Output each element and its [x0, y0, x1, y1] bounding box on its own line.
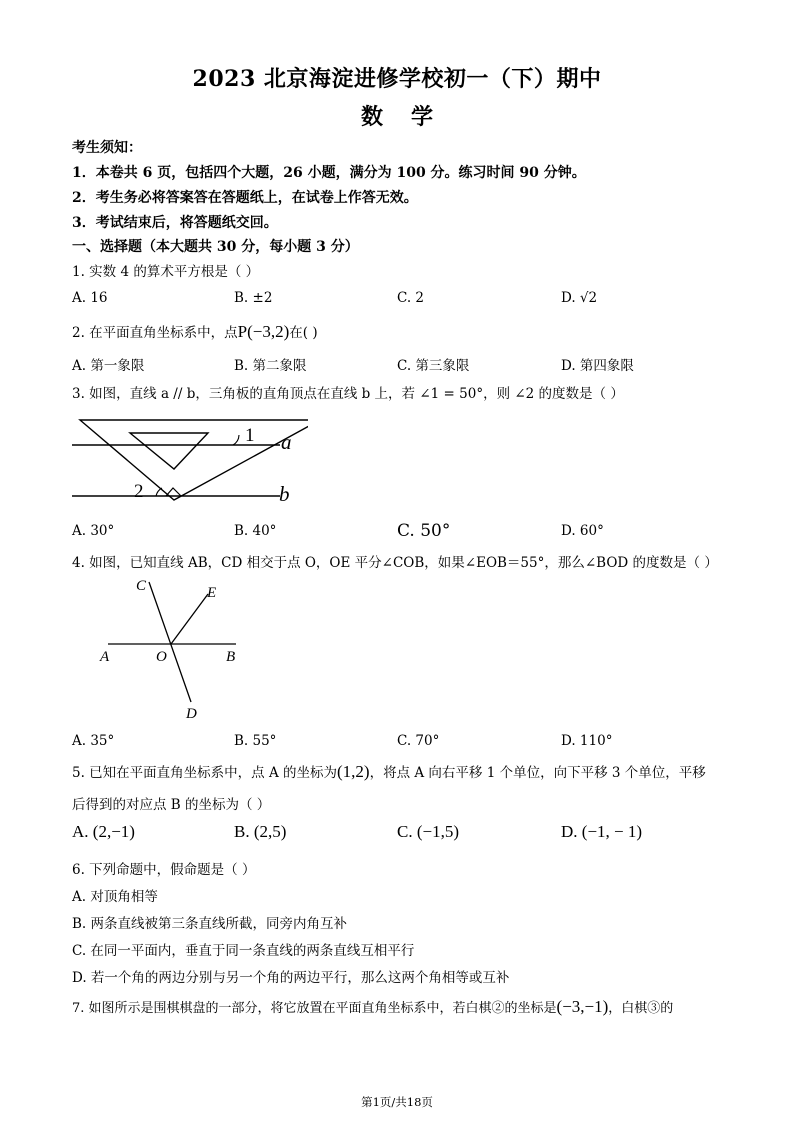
line-cd [149, 582, 191, 702]
question-2-stem [72, 321, 318, 342]
q4-option-a: A. 35° [72, 733, 115, 749]
q2-stem-pre: 2. 在平面直角坐标系中，点 [72, 325, 238, 341]
q6-option-a: A. 对顶角相等 [72, 889, 158, 905]
question-6-stem: 6. 下列命题中，假命题是（ ） [72, 862, 256, 878]
q5-option-d: D. (−1, − 1) [561, 822, 643, 841]
section-heading: 一、选择题（本大题共 30 分，每小题 3 分） [72, 239, 359, 255]
triangle-outer [80, 420, 308, 500]
q5-option-b: B. (2,5) [234, 822, 287, 841]
q3-option-d: D. 60° [561, 523, 604, 539]
question-3-stem: 3. 如图，直线 a // b，三角板的直角顶点在直线 b 上，若 ∠1 = 50°，则 ∠2 的度数是（ ） [72, 386, 624, 402]
q3-option-b: B. 40° [234, 523, 277, 539]
point-b-label: B [226, 649, 236, 665]
angle-2-label: 2 [134, 481, 144, 502]
q5-option-a: A. (2,−1) [72, 822, 135, 841]
page-number: 第1页/共18页 [361, 1095, 433, 1109]
q6-option-b: B. 两条直线被第三条直线所截，同旁内角互补 [72, 916, 348, 932]
q6-option-c: C. 在同一平面内，垂直于同一条直线的两条直线互相平行 [72, 943, 415, 959]
q2-stem-math: P(−3,2) [237, 322, 290, 341]
subject-title: 数学 [360, 104, 461, 130]
point-o-label: O [156, 649, 167, 665]
q3-figure [68, 408, 308, 508]
q4-option-b: B. 55° [234, 733, 277, 749]
line-a-label: a [281, 430, 292, 454]
q5-stem-pre: 5. 已知在平面直角坐标系中，点 A 的坐标为 [72, 765, 338, 781]
question-7-stem [72, 997, 673, 1017]
q7-stem-pre: 7. 如图所示是围棋棋盘的一部分，将它放置在平面直角坐标系中，若白棋②的坐标是 [72, 1001, 557, 1016]
triangle-inner [130, 433, 208, 469]
q4-option-c: C. 70° [397, 733, 440, 749]
q4-figure [96, 572, 256, 724]
q5-option-c: C. (−1,5) [397, 822, 459, 841]
q1-option-d: D. √2 [561, 290, 598, 306]
line-b-label: b [279, 482, 290, 506]
q7-stem-post: ，白棋③的 [608, 1001, 674, 1016]
point-e-label: E [207, 585, 217, 601]
paper-title: 2023 北京海淀进修学校初一（下）期中 [192, 66, 602, 92]
question-5-stem-line-2: 后得到的对应点 B 的坐标为（ ） [72, 797, 271, 813]
point-d-label: D [186, 706, 197, 722]
q7-stem-math: (−3,−1) [556, 997, 609, 1016]
notice-item-1: 1．本卷共 6 页，包括四个大题，26 小题，满分为 100 分。练习时间 90 分钟。 [72, 165, 586, 181]
notice-heading: 考生须知： [72, 140, 142, 156]
angle-1-label: 1 [245, 425, 255, 446]
angle-1-arc [233, 435, 239, 445]
point-c-label: C [136, 578, 147, 594]
q2-option-c: C. 第三象限 [397, 358, 470, 374]
q2-option-d: D. 第四象限 [561, 358, 634, 374]
ray-oe [171, 594, 208, 644]
notice-item-2: 2．考生务必将答案答在答题纸上，在试卷上作答无效。 [72, 190, 418, 206]
q2-option-a: A. 第一象限 [72, 358, 145, 374]
q3-option-a: A. 30° [72, 523, 115, 539]
q2-option-b: B. 第二象限 [234, 358, 307, 374]
q5-stem-math: (1,2) [337, 762, 370, 781]
q6-option-d: D. 若一个角的两边分别与另一个角的两边平行，那么这两个角相等或互补 [72, 970, 510, 986]
q1-option-b: B. ±2 [234, 290, 273, 306]
q3-option-c: C. 50° [397, 521, 451, 541]
q1-option-c: C. 2 [397, 290, 425, 306]
point-a-label: A [100, 649, 110, 665]
question-1-stem: 1. 实数 4 的算术平方根是（ ） [72, 264, 260, 280]
q4-option-d: D. 110° [561, 733, 613, 749]
q2-stem-post: 在( ) [289, 325, 318, 341]
notice-item-3: 3．考试结束后，将答题纸交回。 [72, 215, 278, 231]
q5-stem-post: ，将点 A 向右平移 1 个单位，向下平移 3 个单位，平移 [369, 765, 706, 781]
question-5-stem-line-1 [72, 761, 706, 782]
question-4-stem: 4. 如图，已知直线 AB，CD 相交于点 O，OE 平分∠COB，如果∠EOB＝55°，那么∠BOD 的度数是（ ） [72, 555, 718, 571]
q1-option-a: A. 16 [72, 290, 108, 306]
